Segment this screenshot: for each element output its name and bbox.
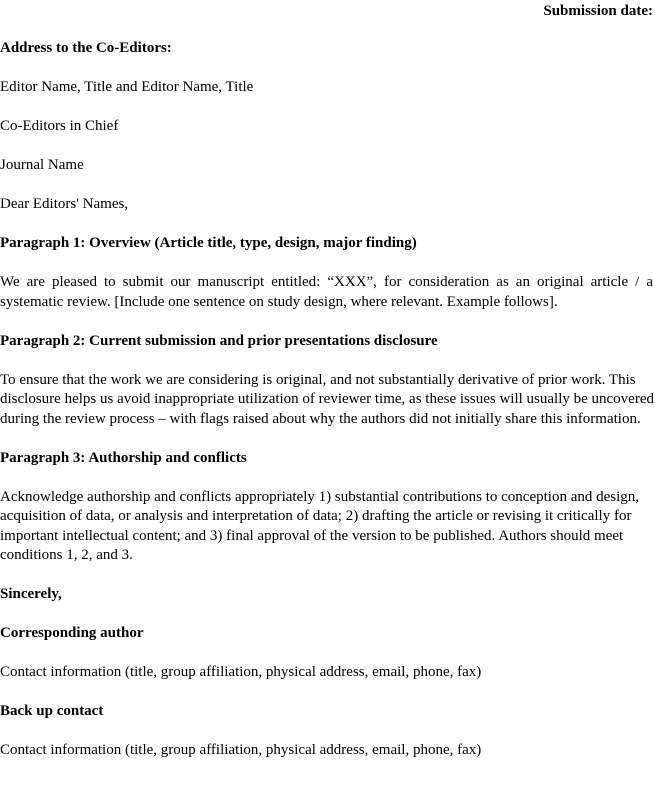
letter-body bbox=[0, 39, 655, 780]
paragraph-1-heading: Paragraph 1: Overview (Article title, type, design, major finding) bbox=[0, 235, 417, 251]
editor-names: Editor Name, Title and Editor Name, Title bbox=[0, 79, 254, 95]
corresponding-author-contact: Contact information (title, group affiliation, physical address, email, phone, fax) bbox=[0, 664, 482, 680]
signoff: Sincerely, bbox=[0, 586, 62, 602]
paragraph-3-body: Acknowledge authorship and conflicts appropriately 1) substantial contributions to conception and design, acquisition of data, or analysis and interpretation of data; 2) drafting the article or revising it critically for important intellectual content; and 3) final approval of the version to be published. Authors should meet conditions 1, 2, and 3. bbox=[0, 488, 640, 563]
paragraph-3-heading: Paragraph 3: Authorship and conflicts bbox=[0, 449, 247, 466]
corresponding-author-heading: Corresponding author bbox=[0, 625, 144, 641]
journal-name: Journal Name bbox=[0, 157, 84, 173]
backup-contact-info: Contact information (title, group affiliation, physical address, email, phone, fax) bbox=[0, 742, 482, 758]
paragraph-1-body: We are pleased to submit our manuscript entitled: “XXX”, for consideration as an original article / a systematic review. [Include one sentence on study design, where relevant. Example follows]. bbox=[0, 274, 653, 310]
address-heading: Address to the Co-Editors: bbox=[0, 40, 172, 56]
paragraph-2-heading: Paragraph 2: Current submission and prior presentations disclosure bbox=[0, 332, 438, 349]
submission-date-label: Submission date: bbox=[543, 3, 653, 19]
editor-role: Co-Editors in Chief bbox=[0, 118, 119, 134]
salutation: Dear Editors' Names, bbox=[0, 196, 129, 212]
backup-contact-heading: Back up contact bbox=[0, 703, 104, 719]
paragraph-2-body: To ensure that the work we are considering is original, and not substantially derivative of prior work. This disclosure helps us avoid inappropriate utilization of reviewer time, as these issues will usually be uncovered during the review process – with flags raised about why the authors did not initially share this information. bbox=[0, 371, 654, 427]
